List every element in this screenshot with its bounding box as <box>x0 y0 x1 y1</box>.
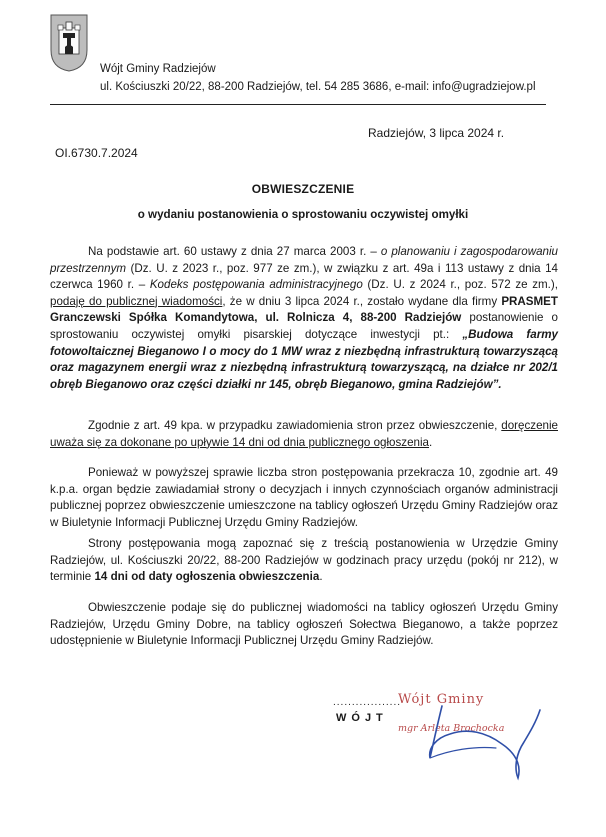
place-and-date: Radziejów, 3 lipca 2024 r. <box>368 126 505 140</box>
paragraph-delivery: Zgodnie z art. 49 kpa. w przypadku zawiadomienia stron przez obwieszczenie, doręczenie uważa się za dokonane po upływie 14 dni od dnia publicznego ogłoszenia. <box>50 419 558 449</box>
paragraph-notification: Ponieważ w powyższej sprawie liczba stron postępowania przekracza 10, zgodnie art. 49 k.p.a. organ będzie zawiadamiał strony o decyzjach i innych czynnościach organów administracji publicznej poprzez obwieszczenie umieszczone na tablicy ogłoszeń Urzędu Gminy Radziejów oraz w Biuletynie Informacji Publicznej Urzędu Gminy Radziejów. <box>50 466 558 529</box>
issuer-name: Wójt Gminy Radziejów <box>100 63 216 75</box>
document-title: OBWIESZCZENIE <box>251 182 355 196</box>
investment-title: „Budowa farmy fotowoltaicznej Bieganowo I o mocy do 1 MW wraz z niezbędną infrastrukturą towarzyszącą oraz magazynem energii wraz z niezbędną infrastrukturą towarzyszącą, na działce nr 202/1 obręb Bieganowo oraz części działki nr 145, obręb Bieganowo, gmina Radziejów”. <box>50 327 558 391</box>
signature-dots: .................. <box>333 697 402 708</box>
header-divider <box>50 104 546 105</box>
handwritten-signature <box>390 688 550 788</box>
signatory-role: WÓJT <box>336 712 388 724</box>
paragraph-access: Strony postępowania mogą zapoznać się z treścią postanowienia w Urzędzie Gminy Radziejów, ul. Kościuszki 20/22, 88-200 Radziejów w godzinach pracy urzędu (pokój nr 212), w terminie 14 dni od daty ogłoszenia obwieszczenia. <box>50 537 558 584</box>
coat-of-arms-icon <box>50 14 88 72</box>
case-number: OI.6730.7.2024 <box>55 146 138 160</box>
stamp-name: mgr Arleta Brochocka <box>398 723 505 734</box>
paragraph-legal-basis: Na podstawie art. 60 ustawy z dnia 27 marca 2003 r. – o planowaniu i zagospodarowaniu przestrzennym (Dz. U. z 2023 r., poz. 977 ze zm.), w związku z art. 49a i 113 ustawy z dnia 14 czerwca 1960 r. – Kodeks postępowania administracyjnego (Dz. U. z 2024 r., poz. 572 ze zm.), podaję do publicznej wiadomości, że w dniu 3 lipca 2024 r., zostało wydane dla firmy PRASMET Granczewski Spółka Komandytowa, ul. Rolnicza 4, 88-200 Radziejów postanowienie o sprostowaniu oczywistej omyłki pisarskiej dotyczące inwestycji pt.: „Budowa farmy fotowoltaicznej Bieganowo I o mocy do 1 MW wraz z niezbędną infrastrukturą towarzyszącą oraz magazynem energii wraz z niezbędną infrastrukturą towarzyszącą, na działce nr 202/1 obręb Bieganowo oraz części działki nr 145, obręb Bieganowo, gmina Radziejów”. <box>50 245 558 391</box>
document-subtitle: o wydaniu postanowienia o sprostowaniu oczywistej omyłki <box>137 208 469 221</box>
company-name: PRASMET Granczewski Spółka Komandytowa, ul. Rolnicza 4, 88-200 Radziejów <box>50 294 558 325</box>
paragraph-publication: Obwieszczenie podaje się do publicznej wiadomości na tablicy ogłoszeń Urzędu Gminy Radziejów, Urzędu Gminy Dobre, na tablicy ogłoszeń Sołectwa Bieganowo, a także poprzez udostępnienie w Biuletynie Informacji Publicznej Urzędu Gminy Radziejów. <box>50 601 558 648</box>
issuer-address: ul. Kościuszki 20/22, 88-200 Radziejów, tel. 54 285 3686, e-mail: info@ugradziejow.pl <box>100 81 536 93</box>
stamp-office: Wójt Gminy <box>398 692 485 707</box>
